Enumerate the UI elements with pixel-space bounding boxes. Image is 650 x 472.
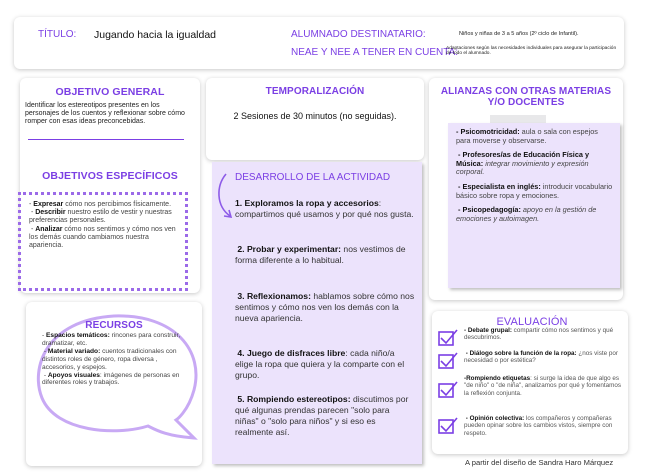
title-value: Jugando hacia la igualdad	[94, 29, 217, 41]
desarrollo-step	[235, 394, 415, 438]
desarrollo-title: DESARROLLO DE LA ACTIVIDAD	[235, 172, 391, 183]
evaluacion-item-bold: - Diálogo sobre la función de la ropa:	[465, 350, 577, 357]
step-text: nos vestimos de forma diferente a lo habitual.	[235, 244, 406, 265]
alumnado-value: Niños y niñas de 3 a 5 años (2º ciclo de Infantil).	[459, 31, 579, 37]
step-bold: 3. Reflexionamos:	[237, 291, 311, 301]
desarrollo-panel	[212, 162, 422, 464]
recurso-item-bold: Apoyos visuales	[47, 371, 100, 379]
alianza-item	[456, 128, 614, 145]
objetivo-item-bold: Expresar	[33, 201, 64, 208]
recurso-item-text: : imágenes de personas en diferentes roles y trabajos.	[42, 371, 180, 387]
objetivo-item: - Expresar cómo nos percibimos físicamente.	[29, 201, 172, 208]
credit-text: A partir del diseño de Sandra Haro Márquez	[465, 458, 614, 467]
temporalizacion-title: TEMPORALIZACIÓN	[265, 86, 365, 97]
objetivo-item-bold: Describir	[35, 209, 66, 217]
evaluacion-item-bold: - Opinión colectiva:	[465, 415, 525, 422]
objetivo-item-bold: Analizar	[35, 225, 63, 233]
objetivo-general-title: OBJETIVO GENERAL	[55, 86, 165, 98]
recurso-item: - Apoyos visuales: imágenes de personas en diferentes roles y trabajos.	[42, 371, 180, 387]
neae-label: NEAE Y NEE A TENER EN CUENTA:	[291, 47, 459, 58]
evaluacion-item-desc: los compañeros y compañeras pueden opinar sobre los cambios vistos, siempre con respeto.	[464, 415, 613, 437]
evaluacion-item-bold: -Rompiendo etiquetas	[464, 375, 531, 382]
alianza-item-bold: - Psicopedagogía:	[458, 205, 521, 215]
objetivos-especificos-title: OBJETIVOS ESPECÍFICOS	[42, 170, 178, 182]
alianza-item-text: integrar movimiento y expresión corporal.	[456, 158, 589, 177]
neae-value: Adaptaciones según las necesidades individuales para asegurar la participación de todo el alumnado.	[446, 46, 617, 57]
recurso-item: - Espacios temáticos: rincones para construir, dramatizar, etc.	[42, 332, 181, 347]
alianza-item	[456, 206, 614, 223]
step-text: hablamos sobre cómo nos sentimos y cómo nos ven los demás con la nueva apariencia.	[235, 291, 415, 323]
objetivos-especificos-list	[18, 192, 188, 291]
checkbox-checked-icon	[438, 417, 458, 435]
alumnado-label: ALUMNADO DESTINATARIO:	[291, 29, 426, 40]
alianza-item-text: apoyo en la gestión de emociones y autoimagen.	[456, 205, 597, 223]
alianzas-title-line2: Y/O DOCENTES	[487, 97, 565, 108]
checkbox-checked-icon	[438, 352, 458, 370]
recursos-title: RECURSOS	[85, 320, 143, 331]
temporalizacion-card	[206, 78, 424, 160]
alianza-item	[456, 183, 614, 200]
recurso-item-text: cuentos tradicionales con distintos roles de género, ropa diversa , accesorios, y espejos.	[42, 347, 177, 371]
alianza-item-bold: - Psicomotricidad:	[456, 127, 520, 136]
curved-arrow-icon	[214, 172, 236, 222]
alianza-item-bold: - Profesores/as de Educación Física y Música:	[456, 150, 590, 168]
alianza-item-bold: - Especialista en inglés:	[458, 181, 541, 191]
step-bold: 4. Juego de disfraces libre	[237, 348, 346, 358]
objetivo-item-text: cómo nos percibimos físicamente.	[63, 201, 172, 208]
evaluacion-item-text	[464, 375, 624, 397]
recursos-list	[42, 332, 192, 387]
recurso-item-bold: Espacios temáticos:	[46, 332, 110, 339]
alianza-item	[456, 151, 614, 177]
objetivo-item: - Describir nuestro estilo de vestir y nuestras preferencias personales.	[29, 209, 172, 225]
desarrollo-step	[235, 244, 415, 266]
title-label: TÍTULO:	[38, 29, 77, 40]
alianzas-card	[429, 78, 623, 300]
evaluacion-title: EVALUACIÓN	[496, 316, 568, 328]
header-card	[14, 17, 624, 69]
alianzas-title	[429, 86, 623, 108]
evaluacion-item-text	[464, 327, 624, 342]
evaluacion-item-desc: ¿nos viste por necesidad o por estética?	[464, 350, 618, 365]
evaluacion-item-text	[464, 350, 624, 365]
evaluacion-card	[432, 311, 628, 454]
recursos-card	[26, 302, 202, 466]
objetivos-card	[20, 78, 200, 293]
alianzas-title-line1: ALIANZAS CON OTRAS MATERIAS	[440, 86, 612, 97]
objetivo-general-text: Identificar los estereotipos presentes en los personajes de los cuentos y reflexionar sobre cómo romper con esas ideas preconcebidas.	[25, 102, 185, 125]
alianzas-list	[448, 123, 620, 288]
objetivo-item: - Analizar cómo nos sentimos y cómo nos ven los demás cuando cambiamos nuestra apariencia.	[29, 225, 176, 250]
evaluacion-item-bold: - Debate grupal:	[464, 327, 512, 334]
evaluacion-item-desc: compartir cómo nos sentimos y qué descubrimos.	[464, 327, 614, 342]
desarrollo-step	[235, 348, 415, 381]
recurso-item-text: rincones para construir, dramatizar, etc.	[42, 332, 181, 347]
recurso-item: - Material variado: cuentos tradicionales con distintos roles de género, ropa diversa , accesorios, y espejos.	[42, 347, 177, 371]
alianza-item-text: aula o sala con espejos para moverse y observarse.	[456, 127, 598, 145]
objetivo-item-text: nuestro estilo de vestir y nuestras preferencias personales.	[29, 209, 172, 225]
evaluacion-item-desc: : si surge la idea de que algo es "de niño" o "de niña", analizamos por qué y fomentamos la reflexión conjunta.	[464, 375, 622, 397]
step-text: discutimos por qué algunas prendas parecen "solo para niñas" o "solo para niños" y si eso es realmente así.	[235, 394, 409, 437]
step-text: : cada niño/a elige la ropa que quiera y la comparte con el grupo.	[235, 348, 405, 380]
desarrollo-step	[235, 198, 415, 220]
step-bold: 5. Rompiendo estereotipos:	[237, 394, 351, 404]
recurso-item-bold: Material variado:	[47, 347, 101, 355]
objetivo-item-text: cómo nos sentimos y cómo nos ven los demás cuando cambiamos nuestra apariencia.	[29, 225, 176, 250]
step-text: : compartimos qué usamos y por qué nos gusta.	[235, 198, 414, 219]
checkbox-checked-icon	[438, 381, 458, 399]
checkbox-checked-icon	[438, 329, 458, 347]
step-bold: 2. Probar y experimentar:	[237, 244, 342, 254]
evaluacion-item-text	[464, 415, 624, 437]
temporalizacion-text: 2 Sesiones de 30 minutos (no seguidas).	[233, 111, 397, 121]
divider	[28, 139, 184, 140]
step-bold: 1. Exploramos la ropa y accesorios	[235, 198, 379, 208]
alianza-item-text: introducir vocabulario básico sobre ropa y emociones.	[456, 181, 613, 200]
desarrollo-step	[235, 291, 415, 324]
